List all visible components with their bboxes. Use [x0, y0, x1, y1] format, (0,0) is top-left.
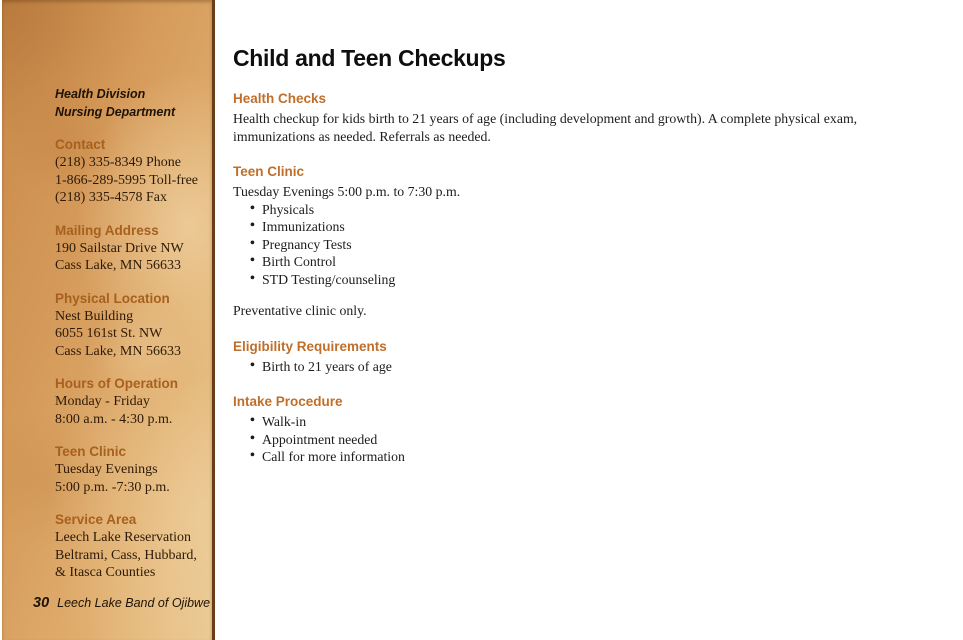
- sidebar-heading-physical-location: Physical Location: [55, 290, 170, 306]
- heading-intake: Intake Procedure: [233, 394, 343, 409]
- main-content: [215, 0, 963, 640]
- page-number: 30: [33, 595, 50, 611]
- mailing-city: Cass Lake, MN 56633: [55, 258, 181, 273]
- sidebar-section-service-area: [55, 511, 202, 582]
- teen-clinic-days: Tuesday Evenings: [55, 462, 158, 477]
- mailing-street: 190 Sailstar Drive NW: [55, 240, 184, 256]
- sidebar-heading-mailing-address: Mailing Address: [55, 222, 159, 238]
- sidebar-section-teen-clinic: [55, 443, 202, 496]
- preventative-note: Preventative clinic only.: [233, 303, 367, 318]
- sidebar-footer: [33, 594, 210, 612]
- contact-tollfree: 1-866-289-5995 Toll-free: [55, 172, 199, 188]
- contact-fax: (218) 335-4578 Fax: [55, 190, 167, 205]
- list-item: • Walk-in: [233, 413, 923, 431]
- location-city: Cass Lake, MN 56633: [55, 343, 181, 359]
- list-item: • Birth to 21 years of age: [233, 358, 923, 376]
- heading-eligibility: Eligibility Requirements: [233, 338, 387, 354]
- department-line-1: Health Division: [55, 87, 146, 101]
- teen-clinic-schedule: Tuesday Evenings 5:00 p.m. to 7:30 p.m.: [233, 184, 461, 199]
- sidebar-heading-teen-clinic: Teen Clinic: [55, 444, 127, 459]
- list-item: • Appointment needed: [233, 431, 923, 449]
- eligibility-list: [233, 358, 923, 376]
- section-intake: [233, 393, 923, 466]
- sidebar: [2, 0, 215, 640]
- location-building: Nest Building: [55, 308, 134, 324]
- section-eligibility: [233, 338, 923, 376]
- intake-list: [233, 413, 923, 466]
- heading-health-checks: Health Checks: [233, 91, 327, 106]
- heading-teen-clinic: Teen Clinic: [233, 164, 305, 179]
- sidebar-heading-contact: Contact: [55, 137, 106, 152]
- sidebar-section-hours: [55, 375, 202, 428]
- list-item: • STD Testing/counseling: [233, 271, 923, 289]
- sidebar-section-mailing-address: [55, 222, 202, 275]
- sidebar-section-contact: [55, 136, 202, 207]
- location-street: 6055 161st St. NW: [55, 326, 163, 341]
- sidebar-heading-service-area: Service Area: [55, 512, 137, 527]
- department-name: [55, 86, 202, 121]
- contact-phone: (218) 335-8349 Phone: [55, 155, 181, 170]
- section-health-checks: [233, 90, 923, 145]
- section-teen-clinic: [233, 163, 923, 320]
- hours-times: 8:00 a.m. - 4:30 p.m.: [55, 411, 173, 427]
- footer-org-name: Leech Lake Band of Ojibwe: [57, 596, 211, 610]
- sidebar-heading-hours: Hours of Operation: [55, 376, 179, 391]
- teen-clinic-services-list: [233, 201, 923, 289]
- service-area-line-3: & Itasca Counties: [55, 565, 156, 580]
- list-item: • Call for more information: [233, 448, 923, 466]
- service-area-line-1: Leech Lake Reservation: [55, 530, 192, 545]
- sidebar-section-physical-location: [55, 290, 202, 361]
- list-item: • Immunizations: [233, 218, 923, 236]
- list-item: • Pregnancy Tests: [233, 236, 923, 254]
- department-line-2: Nursing Department: [55, 104, 176, 119]
- service-area-line-2: Beltrami, Cass, Hubbard,: [55, 547, 197, 563]
- hours-days: Monday - Friday: [55, 394, 150, 409]
- list-item: • Birth Control: [233, 253, 923, 271]
- list-item: • Physicals: [233, 201, 923, 219]
- page-title: Child and Teen Checkups: [233, 45, 506, 71]
- teen-clinic-times: 5:00 p.m. -7:30 p.m.: [55, 479, 170, 495]
- health-checks-description: Health checkup for kids birth to 21 years of age (including development and growth). A complete physical exam, immunizations as needed. Referrals as needed.: [233, 111, 858, 144]
